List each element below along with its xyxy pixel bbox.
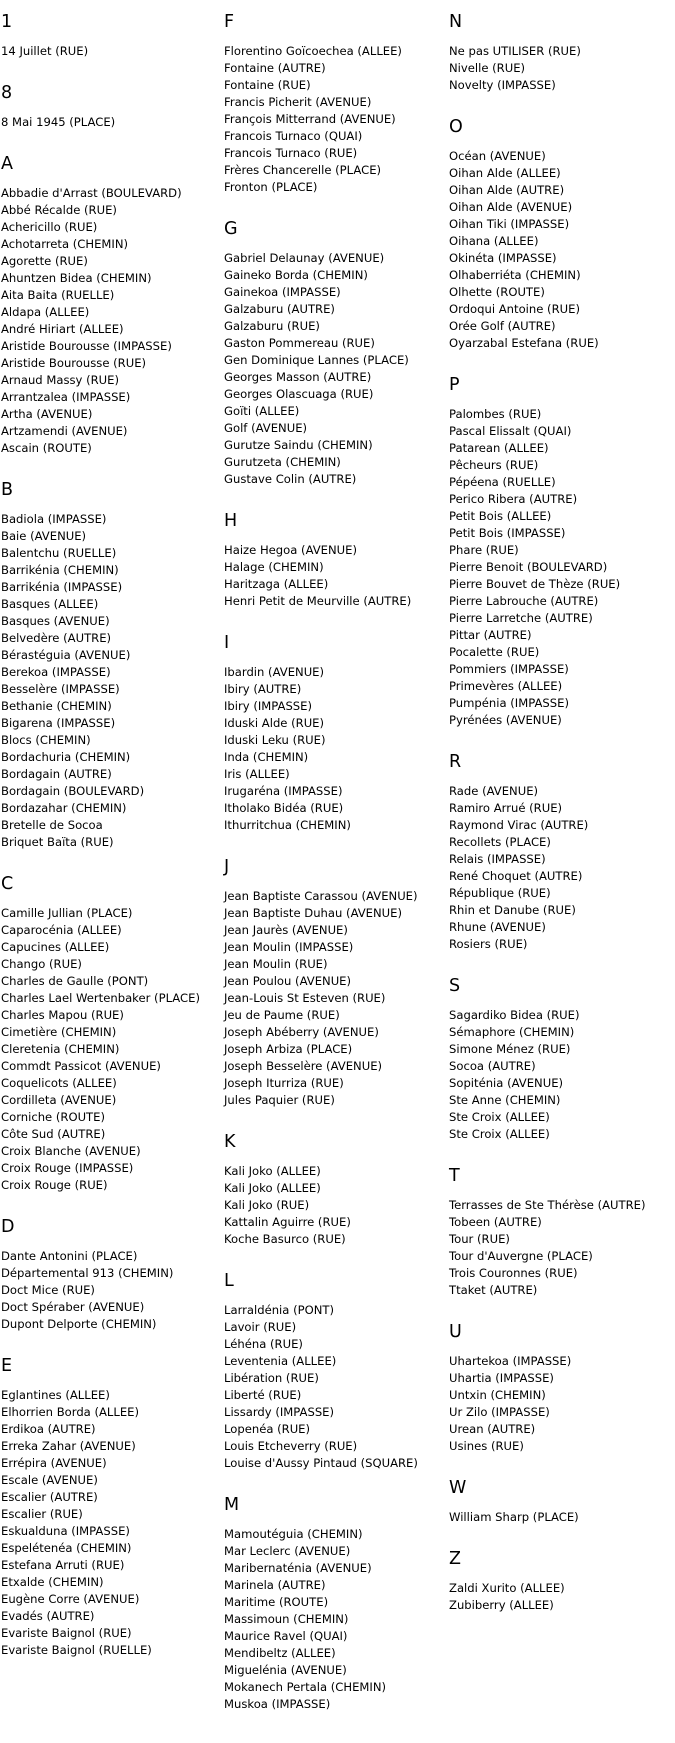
letter-section — [1, 12, 223, 60]
street-entry: Mar Leclerc (AVENUE) — [224, 1544, 351, 1558]
street-entry: Muskoa (IMPASSE) — [224, 1697, 331, 1711]
street-entry: Rade (AVENUE) — [449, 784, 539, 798]
street-entry: Eskualduna (IMPASSE) — [1, 1524, 130, 1538]
street-entry: Libération (RUE) — [224, 1371, 319, 1385]
street-entry: Elhorrien Borda (ALLEE) — [1, 1405, 140, 1419]
street-entry: Oihan Alde (AUTRE) — [449, 183, 565, 197]
street-entry: Francois Turnaco (QUAI) — [224, 129, 363, 143]
street-entry: Iduski Alde (RUE) — [224, 716, 325, 730]
street-entry: Oihana (ALLEE) — [449, 234, 539, 248]
street-entry: Ttaket (AUTRE) — [449, 1283, 538, 1297]
letter-section — [449, 117, 671, 352]
street-entry: Jean-Louis St Esteven (RUE) — [224, 991, 386, 1005]
letter-section — [449, 1549, 671, 1614]
street-entry: Joseph Iturriza (RUE) — [224, 1076, 344, 1090]
section-letter-heading: T — [449, 1166, 460, 1186]
section-letter-heading: N — [449, 12, 463, 32]
street-entry: République (RUE) — [449, 886, 551, 900]
street-entry: Uhartekoa (IMPASSE) — [449, 1354, 572, 1368]
street-entry: Orée Golf (AUTRE) — [449, 319, 556, 333]
street-entry: René Choquet (AUTRE) — [449, 869, 583, 883]
street-entry: Cimetière (CHEMIN) — [1, 1025, 117, 1039]
street-entry: Rhune (AVENUE) — [449, 920, 546, 934]
street-entry: Henri Petit de Meurville (AUTRE) — [224, 594, 412, 608]
section-letter-heading: G — [224, 219, 238, 239]
street-entry: Haritzaga (ALLEE) — [224, 577, 329, 591]
street-entry: Barrikénia (CHEMIN) — [1, 563, 119, 577]
street-entry: Francois Turnaco (RUE) — [224, 146, 358, 160]
letter-section — [224, 219, 446, 488]
street-entry: Nivelle (RUE) — [449, 61, 526, 75]
street-entry: Gabriel Delaunay (AVENUE) — [224, 251, 385, 265]
street-entry: Oihan Tiki (IMPASSE) — [449, 217, 570, 231]
letter-section — [1, 480, 223, 851]
street-entry: Ordoqui Antoine (RUE) — [449, 302, 580, 316]
street-entry: Francis Picherit (AVENUE) — [224, 95, 372, 109]
street-entry: Evadés (AUTRE) — [1, 1609, 95, 1623]
street-entry: Ste Croix (ALLEE) — [449, 1127, 550, 1141]
street-entry: Gurutzeta (CHEMIN) — [224, 455, 341, 469]
street-entry: Camille Jullian (PLACE) — [1, 906, 133, 920]
street-entry: François Mitterrand (AVENUE) — [224, 112, 396, 126]
section-letter-heading: S — [449, 976, 461, 996]
street-entry: Gurutze Saindu (CHEMIN) — [224, 438, 373, 452]
street-entry: Kali Joko (ALLEE) — [224, 1181, 321, 1195]
street-entry: Simone Ménez (RUE) — [449, 1042, 571, 1056]
street-entry: Kattalin Aguirre (RUE) — [224, 1215, 351, 1229]
letter-section — [1, 154, 223, 457]
street-entry: Errépira (AVENUE) — [1, 1456, 107, 1470]
street-entry: Tour d'Auvergne (PLACE) — [449, 1249, 593, 1263]
street-entry: Balentchu (RUELLE) — [1, 546, 117, 560]
street-entry: Etxalde (CHEMIN) — [1, 1575, 104, 1589]
street-entry: Maurice Ravel (QUAI) — [224, 1629, 348, 1643]
street-entry: Eglantines (ALLEE) — [1, 1388, 110, 1402]
street-entry: Koche Basurco (RUE) — [224, 1232, 346, 1246]
street-entry: Aita Baita (RUELLE) — [1, 288, 115, 302]
street-entry: Frères Chancerelle (PLACE) — [224, 163, 382, 177]
section-letter-heading: U — [449, 1322, 462, 1342]
street-entry: Pierre Bouvet de Thèze (RUE) — [449, 577, 621, 591]
street-entry: Gaston Pommereau (RUE) — [224, 336, 375, 350]
street-entry: Phare (RUE) — [449, 543, 519, 557]
street-entry: Sopiténia (AVENUE) — [449, 1076, 564, 1090]
index-column — [1, 12, 223, 1682]
section-letter-heading: 8 — [1, 83, 13, 103]
street-entry: Inda (CHEMIN) — [224, 750, 309, 764]
street-entry: Petit Bois (ALLEE) — [449, 509, 552, 523]
letter-section — [224, 1271, 446, 1472]
street-entry: Blocs (CHEMIN) — [1, 733, 91, 747]
street-entry: Belvedère (AUTRE) — [1, 631, 112, 645]
street-entry: Georges Masson (AUTRE) — [224, 370, 372, 384]
street-entry: Estefana Arruti (RUE) — [1, 1558, 125, 1572]
street-entry: Usines (RUE) — [449, 1439, 524, 1453]
street-entry: Massimoun (CHEMIN) — [224, 1612, 349, 1626]
letter-section — [224, 633, 446, 834]
street-entry: Liberté (RUE) — [224, 1388, 302, 1402]
street-entry: Ithurritchua (CHEMIN) — [224, 818, 351, 832]
letter-section — [224, 857, 446, 1109]
street-entry: Pierre Labrouche (AUTRE) — [449, 594, 599, 608]
street-entry: Ne pas UTILISER (RUE) — [449, 44, 581, 58]
street-entry: Corniche (ROUTE) — [1, 1110, 105, 1124]
street-entry: Bérastéguia (AVENUE) — [1, 648, 131, 662]
street-entry: Jean Jaurès (AVENUE) — [224, 923, 348, 937]
street-entry: Jean Moulin (RUE) — [224, 957, 328, 971]
street-entry: Pêcheurs (RUE) — [449, 458, 539, 472]
street-entry: Olhaberriéta (CHEMIN) — [449, 268, 581, 282]
street-entry: Espelétenéa (CHEMIN) — [1, 1541, 132, 1555]
street-entry: Itholako Bidéa (RUE) — [224, 801, 344, 815]
street-entry: Caparocénia (ALLEE) — [1, 923, 122, 937]
street-entry: Galzaburu (AUTRE) — [224, 302, 335, 316]
section-letter-heading: K — [224, 1132, 236, 1152]
street-entry: Mamoutéguia (CHEMIN) — [224, 1527, 363, 1541]
street-entry: William Sharp (PLACE) — [449, 1510, 579, 1524]
street-entry: Achotarreta (CHEMIN) — [1, 237, 129, 251]
section-letter-heading: W — [449, 1478, 467, 1498]
street-entry: Joseph Besselère (AVENUE) — [224, 1059, 383, 1073]
street-entry: Bigarena (IMPASSE) — [1, 716, 116, 730]
street-entry: Pommiers (IMPASSE) — [449, 662, 569, 676]
street-entry: Ur Zilo (IMPASSE) — [449, 1405, 550, 1419]
section-letter-heading: 1 — [1, 12, 13, 32]
street-entry: Jean Moulin (IMPASSE) — [224, 940, 354, 954]
street-entry: Primevères (ALLEE) — [449, 679, 563, 693]
street-entry: Louis Etcheverry (RUE) — [224, 1439, 358, 1453]
letter-section — [1, 1217, 223, 1333]
street-entry: Olhette (ROUTE) — [449, 285, 545, 299]
street-entry: Oihan Alde (AVENUE) — [449, 200, 573, 214]
street-entry: Petit Bois (IMPASSE) — [449, 526, 566, 540]
street-entry: Mendibeltz (ALLEE) — [224, 1646, 336, 1660]
street-entry: Berekoa (IMPASSE) — [1, 665, 111, 679]
section-letter-heading: C — [1, 874, 14, 894]
street-entry: Oihan Alde (ALLEE) — [449, 166, 561, 180]
street-entry: Kali Joko (RUE) — [224, 1198, 310, 1212]
street-entry: Chango (RUE) — [1, 957, 82, 971]
section-letter-heading: O — [449, 117, 463, 137]
street-entry: Halage (CHEMIN) — [224, 560, 324, 574]
street-entry: Pépéena (RUELLE) — [449, 475, 556, 489]
section-letter-heading: Z — [449, 1549, 461, 1569]
street-entry: Patarean (ALLEE) — [449, 441, 549, 455]
street-entry: Gaineko Borda (CHEMIN) — [224, 268, 368, 282]
street-entry: Charles Mapou (RUE) — [1, 1008, 124, 1022]
section-letter-heading: B — [1, 480, 14, 500]
street-entry: Pumpénia (IMPASSE) — [449, 696, 569, 710]
street-entry: Tobeen (AUTRE) — [449, 1215, 542, 1229]
street-entry: Bordachuria (CHEMIN) — [1, 750, 131, 764]
street-entry: Jean Poulou (AVENUE) — [224, 974, 352, 988]
street-entry: Eugène Corre (AVENUE) — [1, 1592, 140, 1606]
street-entry: Charles Lael Wertenbaker (PLACE) — [1, 991, 200, 1005]
street-entry: Pittar (AUTRE) — [449, 628, 532, 642]
street-entry: Sagardiko Bidea (RUE) — [449, 1008, 580, 1022]
street-entry: Croix Blanche (AVENUE) — [1, 1144, 141, 1158]
street-entry: Fontaine (AUTRE) — [224, 61, 326, 75]
street-entry: Gen Dominique Lannes (PLACE) — [224, 353, 409, 367]
street-entry: Perico Ribera (AUTRE) — [449, 492, 578, 506]
street-entry: Charles de Gaulle (PONT) — [1, 974, 149, 988]
street-entry: Agorette (RUE) — [1, 254, 88, 268]
street-entry: Miguelénia (AVENUE) — [224, 1663, 347, 1677]
street-entry: Doct Spéraber (AVENUE) — [1, 1300, 145, 1314]
street-entry: Sémaphore (CHEMIN) — [449, 1025, 575, 1039]
section-letter-heading: J — [224, 857, 230, 877]
street-entry: Artzamendi (AVENUE) — [1, 424, 128, 438]
street-entry: Dupont Delporte (CHEMIN) — [1, 1317, 157, 1331]
street-entry: Cleretenia (CHEMIN) — [1, 1042, 120, 1056]
street-entry: Gainekoa (IMPASSE) — [224, 285, 341, 299]
street-entry: Cordilleta (AVENUE) — [1, 1093, 117, 1107]
letter-section — [449, 1166, 671, 1299]
street-entry: Ste Croix (ALLEE) — [449, 1110, 550, 1124]
letter-section — [1, 874, 223, 1194]
street-entry: Pocalette (RUE) — [449, 645, 540, 659]
street-entry: Escalier (AUTRE) — [1, 1490, 98, 1504]
street-entry: Raymond Virac (AUTRE) — [449, 818, 589, 832]
street-entry: Louise d'Aussy Pintaud (SQUARE) — [224, 1456, 418, 1470]
letter-section — [449, 752, 671, 953]
street-entry: Croix Rouge (RUE) — [1, 1178, 108, 1192]
street-entry: Jean Baptiste Carassou (AVENUE) — [224, 889, 418, 903]
section-letter-heading: P — [449, 375, 460, 395]
street-entry: Ste Anne (CHEMIN) — [449, 1093, 561, 1107]
street-entry: Larraldénia (PONT) — [224, 1303, 334, 1317]
street-entry: Urean (AUTRE) — [449, 1422, 536, 1436]
section-letter-heading: I — [224, 633, 230, 653]
street-entry: Iris (ALLEE) — [224, 767, 290, 781]
street-entry: Dante Antonini (PLACE) — [1, 1249, 138, 1263]
street-entry: Joseph Arbiza (PLACE) — [224, 1042, 353, 1056]
street-entry: Erreka Zahar (AVENUE) — [1, 1439, 136, 1453]
street-entry: Maribernaténia (AVENUE) — [224, 1561, 372, 1575]
street-entry: Achericillo (RUE) — [1, 220, 98, 234]
street-entry: Pyrénées (AVENUE) — [449, 713, 562, 727]
street-entry: Fontaine (RUE) — [224, 78, 311, 92]
letter-section — [449, 375, 671, 729]
street-entry: Irugaréna (IMPASSE) — [224, 784, 343, 798]
street-entry: Artha (AVENUE) — [1, 407, 93, 421]
street-entry: Basques (AVENUE) — [1, 614, 110, 628]
street-entry: Evariste Baignol (RUE) — [1, 1626, 132, 1640]
street-entry: Untxin (CHEMIN) — [449, 1388, 546, 1402]
section-letter-heading: F — [224, 12, 235, 32]
street-entry: Zubiberry (ALLEE) — [449, 1598, 554, 1612]
street-entry: Galzaburu (RUE) — [224, 319, 320, 333]
street-entry: Fronton (PLACE) — [224, 180, 318, 194]
street-entry: Socoa (AUTRE) — [449, 1059, 536, 1073]
street-entry: Leventenia (ALLEE) — [224, 1354, 337, 1368]
street-entry: Goïti (ALLEE) — [224, 404, 300, 418]
street-entry: Rhin et Danube (RUE) — [449, 903, 576, 917]
section-letter-heading: L — [224, 1271, 234, 1291]
street-entry: Novelty (IMPASSE) — [449, 78, 556, 92]
street-entry: Zaldi Xurito (ALLEE) — [449, 1581, 565, 1595]
street-entry: Barrikénia (IMPASSE) — [1, 580, 123, 594]
street-entry: Joseph Abéberry (AVENUE) — [224, 1025, 379, 1039]
street-entry: Kali Joko (ALLEE) — [224, 1164, 321, 1178]
street-entry: Mokanech Pertala (CHEMIN) — [224, 1680, 387, 1694]
street-entry: Ramiro Arrué (RUE) — [449, 801, 563, 815]
street-entry: 14 Juillet (RUE) — [1, 44, 89, 58]
street-entry: Aristide Bourousse (RUE) — [1, 356, 147, 370]
street-entry: Marinela (AUTRE) — [224, 1578, 326, 1592]
street-entry: Lopenéa (RUE) — [224, 1422, 311, 1436]
section-letter-heading: H — [224, 511, 238, 531]
street-entry: Lissardy (IMPASSE) — [224, 1405, 335, 1419]
street-entry: Florentino Goïcoechea (ALLEE) — [224, 44, 402, 58]
index-column — [224, 12, 446, 1736]
street-entry: Basques (ALLEE) — [1, 597, 99, 611]
street-entry: Briquet Baïta (RUE) — [1, 835, 114, 849]
letter-section — [449, 1322, 671, 1455]
letter-section — [449, 1478, 671, 1526]
street-entry: Aldapa (ALLEE) — [1, 305, 90, 319]
street-entry: Pierre Larretche (AUTRE) — [449, 611, 593, 625]
street-entry: Ahuntzen Bidea (CHEMIN) — [1, 271, 152, 285]
section-letter-heading: E — [1, 1356, 13, 1376]
street-entry: André Hiriart (ALLEE) — [1, 322, 124, 336]
section-letter-heading: M — [224, 1495, 240, 1515]
street-entry: Aristide Bourousse (IMPASSE) — [1, 339, 172, 353]
street-entry: Arnaud Massy (RUE) — [1, 373, 119, 387]
street-entry: Bretelle de Socoa — [1, 818, 103, 832]
letter-section — [224, 1495, 446, 1713]
street-entry: Uhartia (IMPASSE) — [449, 1371, 554, 1385]
street-entry: Doct Mice (RUE) — [1, 1283, 95, 1297]
street-entry: Coquelicots (ALLEE) — [1, 1076, 117, 1090]
street-entry: Bethanie (CHEMIN) — [1, 699, 112, 713]
street-entry: Lavoir (RUE) — [224, 1320, 297, 1334]
street-entry: 8 Mai 1945 (PLACE) — [1, 115, 116, 129]
street-entry: Arrantzalea (IMPASSE) — [1, 390, 131, 404]
street-entry: Gustave Colin (AUTRE) — [224, 472, 357, 486]
street-entry: Commdt Passicot (AVENUE) — [1, 1059, 161, 1073]
street-entry: Abbé Récalde (RUE) — [1, 203, 117, 217]
street-entry: Bordagain (BOULEVARD) — [1, 784, 145, 798]
street-entry: Jean Baptiste Duhau (AVENUE) — [224, 906, 403, 920]
street-entry: Erdikoa (AUTRE) — [1, 1422, 96, 1436]
street-entry: Relais (IMPASSE) — [449, 852, 546, 866]
street-entry: Baie (AVENUE) — [1, 529, 87, 543]
street-entry: Départemental 913 (CHEMIN) — [1, 1266, 174, 1280]
street-entry: Rosiers (RUE) — [449, 937, 528, 951]
letter-section — [1, 1356, 223, 1659]
street-entry: Ibiry (AUTRE) — [224, 682, 302, 696]
index-column — [449, 12, 671, 1637]
section-letter-heading: A — [1, 154, 13, 174]
street-entry: Iduski Leku (RUE) — [224, 733, 326, 747]
letter-section — [224, 12, 446, 196]
letter-section — [224, 1132, 446, 1248]
street-entry: Léhéna (RUE) — [224, 1337, 303, 1351]
street-entry: Maritime (ROUTE) — [224, 1595, 329, 1609]
street-entry: Bordagain (AUTRE) — [1, 767, 112, 781]
letter-section — [1, 83, 223, 131]
street-entry: Okinéta (IMPASSE) — [449, 251, 557, 265]
street-entry: Tour (RUE) — [449, 1232, 510, 1246]
street-entry: Ibardin (AVENUE) — [224, 665, 325, 679]
street-entry: Côte Sud (AUTRE) — [1, 1127, 106, 1141]
street-entry: Pascal Elissalt (QUAI) — [449, 424, 572, 438]
street-entry: Palombes (RUE) — [449, 407, 542, 421]
street-entry: Bordazahar (CHEMIN) — [1, 801, 127, 815]
street-entry: Escale (AVENUE) — [1, 1473, 98, 1487]
street-entry: Escalier (RUE) — [1, 1507, 83, 1521]
letter-section — [224, 511, 446, 610]
street-entry: Croix Rouge (IMPASSE) — [1, 1161, 134, 1175]
street-entry: Terrasses de Ste Thérèse (AUTRE) — [449, 1198, 646, 1212]
street-entry: Golf (AVENUE) — [224, 421, 308, 435]
street-entry: Haize Hegoa (AVENUE) — [224, 543, 358, 557]
street-entry: Abbadie d'Arrast (BOULEVARD) — [1, 186, 182, 200]
street-entry: Trois Couronnes (RUE) — [449, 1266, 578, 1280]
street-entry: Jeu de Paume (RUE) — [224, 1008, 340, 1022]
street-entry: Besselère (IMPASSE) — [1, 682, 120, 696]
street-entry: Capucines (ALLEE) — [1, 940, 110, 954]
street-entry: Recollets (PLACE) — [449, 835, 551, 849]
letter-section — [449, 12, 671, 94]
street-entry: Océan (AVENUE) — [449, 149, 546, 163]
street-entry: Evariste Baignol (RUELLE) — [1, 1643, 152, 1657]
street-entry: Pierre Benoit (BOULEVARD) — [449, 560, 608, 574]
street-entry: Ascain (ROUTE) — [1, 441, 92, 455]
letter-section — [449, 976, 671, 1143]
section-letter-heading: R — [449, 752, 462, 772]
street-entry: Oyarzabal Estefana (RUE) — [449, 336, 599, 350]
section-letter-heading: D — [1, 1217, 15, 1237]
street-entry: Georges Olascuaga (RUE) — [224, 387, 374, 401]
street-entry: Badiola (IMPASSE) — [1, 512, 107, 526]
street-entry: Jules Paquier (RUE) — [224, 1093, 335, 1107]
street-entry: Ibiry (IMPASSE) — [224, 699, 313, 713]
